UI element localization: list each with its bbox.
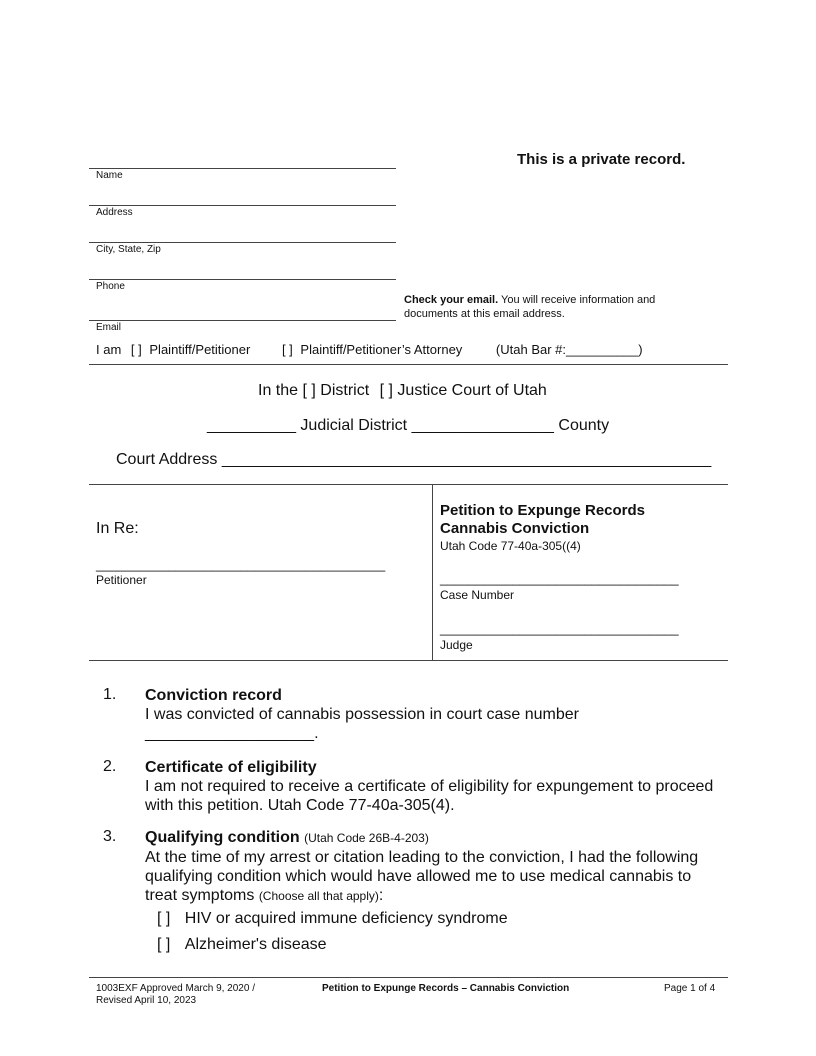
- section-3-line3-note: (Choose all that apply): [258, 889, 379, 903]
- justice-court-label: Justice Court of Utah: [397, 382, 547, 399]
- section-3-line3: treat symptoms: [145, 887, 255, 904]
- address-line[interactable]: [89, 205, 396, 206]
- section-3-number: 3.: [103, 828, 117, 845]
- judge-label: Judge: [440, 638, 473, 652]
- section-3-heading: Qualifying condition: [145, 829, 300, 846]
- petition-title: [440, 502, 645, 538]
- email-line[interactable]: [89, 320, 396, 321]
- footer-title: Petition to Expunge Records – Cannabis Conviction: [322, 983, 570, 994]
- footer-form-line2: Revised April 10, 2023: [96, 995, 197, 1006]
- email-label: Email: [96, 322, 122, 333]
- section-1-number: 1.: [103, 686, 117, 703]
- i-am-label: I am: [96, 342, 122, 357]
- footer-form-info: [96, 983, 255, 1007]
- in-the-label: In the: [258, 382, 299, 399]
- section-2: [145, 758, 713, 815]
- city-state-zip-label: City, State, Zip: [96, 244, 161, 255]
- section-2-line1: I am not required to receive a certificate of eligibility for expungement to proceed: [145, 778, 714, 795]
- case-number-label: Case Number: [440, 588, 515, 602]
- petitioner-label: Petitioner: [96, 573, 147, 587]
- header-divider: [89, 364, 728, 365]
- judge-field[interactable]: _________________________________: [440, 621, 679, 636]
- caption-bottom-line: [89, 660, 728, 661]
- email-note-line2: documents at this email address.: [404, 308, 565, 320]
- private-record-notice: This is a private record.: [517, 151, 686, 168]
- district-checkbox[interactable]: [ ]: [302, 382, 316, 399]
- utah-bar-field[interactable]: (Utah Bar #:__________): [495, 342, 643, 357]
- email-note: [404, 293, 655, 321]
- phone-line[interactable]: [89, 279, 396, 280]
- petition-title-line2: Cannabis Conviction: [440, 520, 590, 537]
- district-label: District: [320, 382, 370, 399]
- justice-court-checkbox[interactable]: [ ]: [379, 382, 393, 399]
- condition-alzheimers-checkbox[interactable]: [ ]: [157, 936, 171, 953]
- condition-alzheimers-label: Alzheimer's disease: [184, 936, 327, 953]
- court-type-line: [258, 382, 547, 400]
- petition-code: Utah Code 77-40a-305((4): [440, 539, 581, 553]
- plaintiff-checkbox[interactable]: [ ]: [130, 342, 142, 357]
- judicial-district-line[interactable]: __________ Judicial District ________________ County: [207, 417, 610, 434]
- condition-alzheimers[interactable]: [157, 936, 327, 954]
- condition-hiv[interactable]: [157, 910, 508, 928]
- condition-hiv-label: HIV or acquired immune deficiency syndrome: [184, 910, 508, 927]
- case-number-field[interactable]: _________________________________: [440, 571, 679, 586]
- petition-title-line1: Petition to Expunge Records: [440, 502, 646, 519]
- caption-divider: [432, 484, 433, 660]
- plaintiff-label: Plaintiff/Petitioner: [149, 342, 251, 357]
- court-address-label: Court Address: [116, 451, 218, 468]
- court-address-field[interactable]: _______________________________________________________: [221, 451, 712, 468]
- name-line[interactable]: [89, 168, 396, 169]
- phone-label: Phone: [96, 281, 125, 292]
- section-3-line1: At the time of my arrest or citation leading to the conviction, I had the following: [145, 849, 699, 866]
- petitioner-field[interactable]: ________________________________________: [96, 557, 386, 572]
- name-label: Name: [96, 170, 123, 181]
- role-line: [96, 342, 643, 357]
- footer-page: Page 1 of 4: [664, 983, 716, 994]
- email-note-line1: You will receive information and: [498, 294, 656, 306]
- email-note-bold: Check your email.: [404, 294, 499, 306]
- section-1-case-field[interactable]: ___________________.: [145, 725, 319, 742]
- in-re-label: In Re:: [96, 520, 139, 537]
- attorney-checkbox[interactable]: [ ]: [281, 342, 293, 357]
- section-1-line1: I was convicted of cannabis possession in court case number: [145, 706, 580, 723]
- section-3: [145, 828, 698, 906]
- section-3-line3-end: :: [378, 887, 384, 904]
- section-2-line2: with this petition. Utah Code 77-40a-305(4).: [145, 797, 455, 814]
- attorney-label: Plaintiff/Petitioner’s Attorney: [300, 342, 463, 357]
- section-2-heading: Certificate of eligibility: [145, 759, 317, 776]
- court-address-line: [116, 451, 711, 469]
- section-3-line2: qualifying condition which would have allowed me to use medical cannabis to: [145, 868, 692, 885]
- section-1-heading: Conviction record: [145, 687, 282, 704]
- condition-hiv-checkbox[interactable]: [ ]: [157, 910, 171, 927]
- city-state-zip-line[interactable]: [89, 242, 396, 243]
- address-label: Address: [96, 207, 133, 218]
- section-2-number: 2.: [103, 758, 117, 775]
- caption-top-line: [89, 484, 728, 485]
- footer-divider: [89, 977, 728, 978]
- section-3-heading-note: (Utah Code 26B-4-203): [304, 831, 429, 845]
- footer-form-line1: 1003EXF Approved March 9, 2020 /: [96, 983, 255, 994]
- section-1: [145, 686, 579, 743]
